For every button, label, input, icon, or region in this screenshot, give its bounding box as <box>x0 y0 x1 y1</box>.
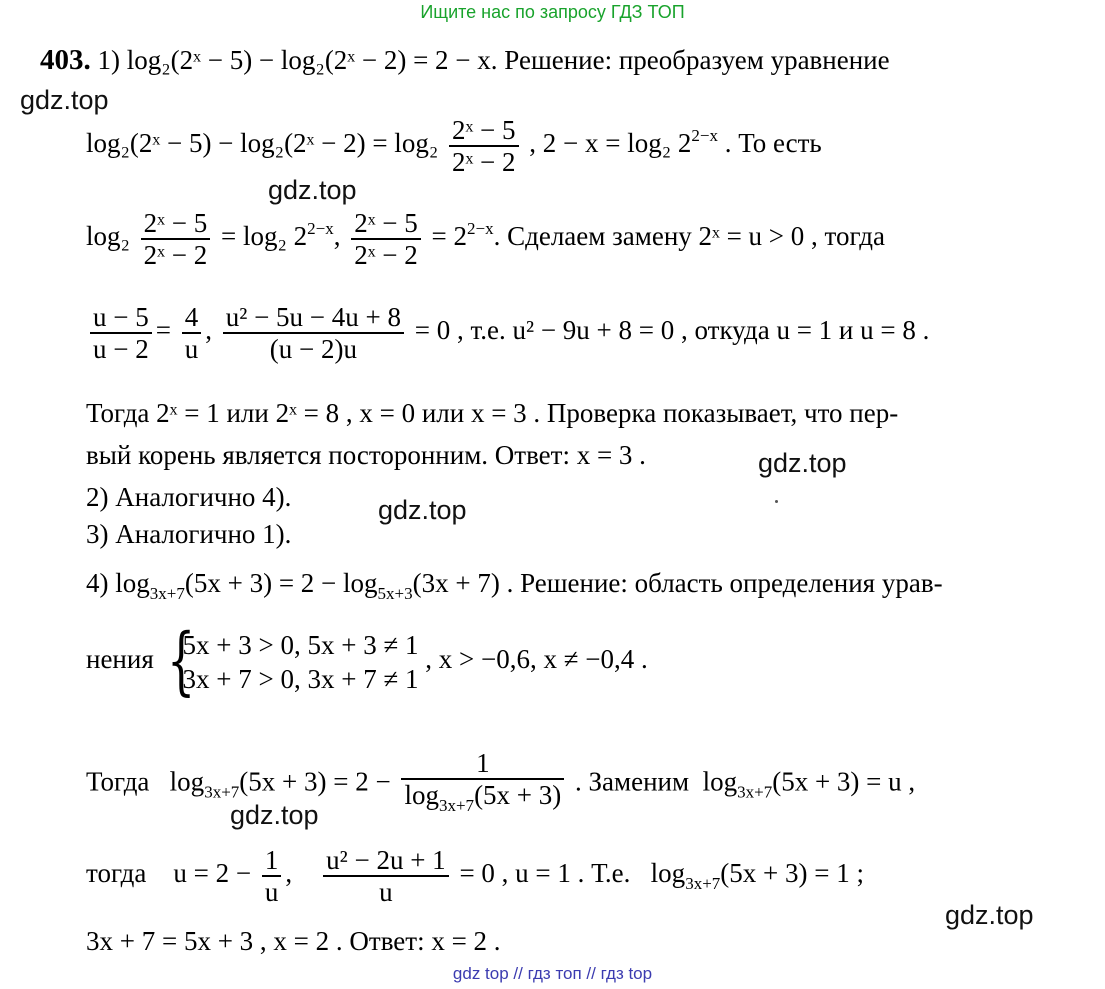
numerator: 2ˣ − 5 <box>451 115 516 145</box>
denominator: 2ˣ − 2 <box>141 238 211 270</box>
line-7: 2) Аналогично 4). <box>86 482 292 512</box>
item-1-equation: log₂(2ˣ − 5) − log₂(2ˣ − 2) = 2 − x <box>126 45 491 75</box>
watermark: gdz.top <box>20 85 109 115</box>
log-base: 3x+7 <box>204 782 240 802</box>
log-base: 5x+3 <box>377 584 413 603</box>
numerator: 1 <box>264 845 279 875</box>
denominator: (u − 2)u <box>223 332 404 364</box>
line-12-word: тогда <box>86 858 147 889</box>
problem-number: 403. <box>40 44 91 76</box>
numerator: 4 <box>184 302 199 332</box>
log-base: 3x+7 <box>737 782 773 802</box>
equation-part: (5x + 3) = 2 − log <box>184 568 378 598</box>
numerator: u² − 5u − 4u + 8 <box>225 302 401 332</box>
exponent: 2−x <box>691 126 718 146</box>
denominator: u <box>182 332 202 364</box>
line-8: 3) Аналогично 1). <box>86 519 292 549</box>
line-2-right: , 2 − x = log₂ 2 <box>529 128 692 159</box>
line-4-text: = 0 , т.е. u² − 9u + 8 = 0 , откуда u = 1 и u = 8 . <box>414 315 930 346</box>
denominator: u <box>262 875 282 907</box>
denominator: 2ˣ − 2 <box>449 145 519 177</box>
denominator: u − 2 <box>90 332 152 364</box>
log-base: 3x+7 <box>438 796 475 815</box>
watermark: gdz.top <box>758 448 847 478</box>
watermark: gdz.top <box>268 175 357 205</box>
line-5: Тогда 2ˣ = 1 или 2ˣ = 8 , x = 0 или x = 3 . Проверка показывает, что пер- <box>86 398 899 428</box>
denominator: u <box>323 875 449 907</box>
brace: { <box>166 618 195 704</box>
watermark: gdz.top <box>945 900 1034 930</box>
line-3-left: log₂ <box>86 221 130 252</box>
fraction <box>182 302 202 364</box>
system-row: 3x + 7 > 0, 3x + 7 ≠ 1 <box>182 664 419 694</box>
numerator: 1 <box>476 748 490 778</box>
line-11 <box>86 748 915 821</box>
log: log <box>702 766 738 797</box>
equation-part: (5x + 3) = u , <box>772 766 916 797</box>
denominator <box>401 778 564 821</box>
line-2-left: log₂(2ˣ − 5) − log₂(2ˣ − 2) = log₂ <box>86 128 439 159</box>
fraction <box>323 845 449 907</box>
numerator: 2ˣ − 5 <box>354 208 418 238</box>
fraction <box>449 115 519 177</box>
line-3: log₂ $\frac{\text{2ˣ − 5}}{\text{2ˣ − 2}}$ = log₂ $2^{2-x}$, $\frac{\text{2ˣ − 5}}{\text{2ˣ − 2}}$ = $2^{2-x}$. Сделаем замену 2ˣ = u > 0 , тогда <box>86 208 885 270</box>
fraction <box>141 208 211 270</box>
line-11-word: Тогда <box>86 766 150 797</box>
line-13: 3x + 7 = 5x + 3 , x = 2 . Ответ: x = 2 . <box>86 926 501 956</box>
line-10-word: нения <box>86 644 154 675</box>
fraction <box>351 208 421 270</box>
line-12: тогда u = 2 − $\frac{1}{u}$ , $\frac{\text{u² − 2u + 1}}{u}$ = 0 , u = 1 . Т.е. $\log_{3x+7}(5x + 3) = 1$ ; <box>86 845 864 907</box>
numerator: u² − 2u + 1 <box>326 845 446 875</box>
inequality-system <box>166 618 419 704</box>
watermark: gdz.top <box>230 800 319 830</box>
stray-dot <box>775 500 778 503</box>
equation-part: (5x + 3) = 1 ; <box>720 858 864 889</box>
watermark: gdz.top <box>378 495 467 525</box>
line-12-mid: = 0 , u = 1 . Т.е. <box>459 858 631 889</box>
item-1-intro: . Решение: преобразуем уравнение <box>490 45 890 75</box>
item-4-label: 4) <box>86 568 109 598</box>
equation-part: u = 2 − <box>173 858 252 889</box>
line-3-text: . Сделаем замену 2ˣ = u > 0 , тогда <box>493 221 885 252</box>
line-9-text: . Решение: область определения урав- <box>506 568 943 598</box>
exponent: 2−x <box>307 219 334 239</box>
fraction <box>401 748 564 821</box>
log: log <box>650 858 686 889</box>
log: log <box>169 766 205 797</box>
line-9 <box>86 566 943 611</box>
log-base: 3x+7 <box>685 874 721 894</box>
numerator: 2ˣ − 5 <box>143 208 208 238</box>
bottom-banner: gdz top // гдз топ // гдз top <box>452 964 653 983</box>
fraction <box>90 302 152 364</box>
equation-part: (5x + 3) <box>474 780 562 810</box>
line-2-end: . То есть <box>724 128 822 159</box>
system-row: 5x + 3 > 0, 5x + 3 ≠ 1 <box>182 630 419 660</box>
log: log <box>404 780 439 810</box>
equals: = <box>155 315 171 346</box>
top-banner: Ищите нас по запросу ГДЗ ТОП <box>420 2 685 22</box>
log-base: 3x+7 <box>149 584 185 603</box>
line-3-eq: = 2 <box>431 221 467 252</box>
line-11-mid: . Заменим <box>575 766 690 797</box>
equation-part: (3x + 7) <box>412 568 500 598</box>
line-2 <box>86 115 822 177</box>
fraction <box>223 302 404 364</box>
numerator: u − 5 <box>93 302 149 332</box>
denominator: 2ˣ − 2 <box>351 238 421 270</box>
exponent: 2−x <box>467 219 494 239</box>
line-6: вый корень является посторонним. Ответ: x = 3 . <box>86 440 646 470</box>
item-1-label: 1) <box>97 45 120 75</box>
equation-part: (5x + 3) = 2 − <box>239 766 391 797</box>
log: log <box>115 568 150 598</box>
line-4: $\frac{u - 5}{u - 2}$ = $\frac{4}{u}$ , $\frac{\text{u² − 5u − 4u + 8}}{(u - 2)u}$ = 0 , т.е. u² − 9u + 8 = 0 , откуда u = 1 и u = 8 . <box>86 302 929 364</box>
line-1 <box>40 43 890 77</box>
line-3-mid: = log₂ 2 <box>220 221 308 252</box>
domain-result: , x > −0,6, x ≠ −0,4 . <box>425 644 648 675</box>
fraction <box>262 845 282 907</box>
line-10 <box>86 618 648 704</box>
